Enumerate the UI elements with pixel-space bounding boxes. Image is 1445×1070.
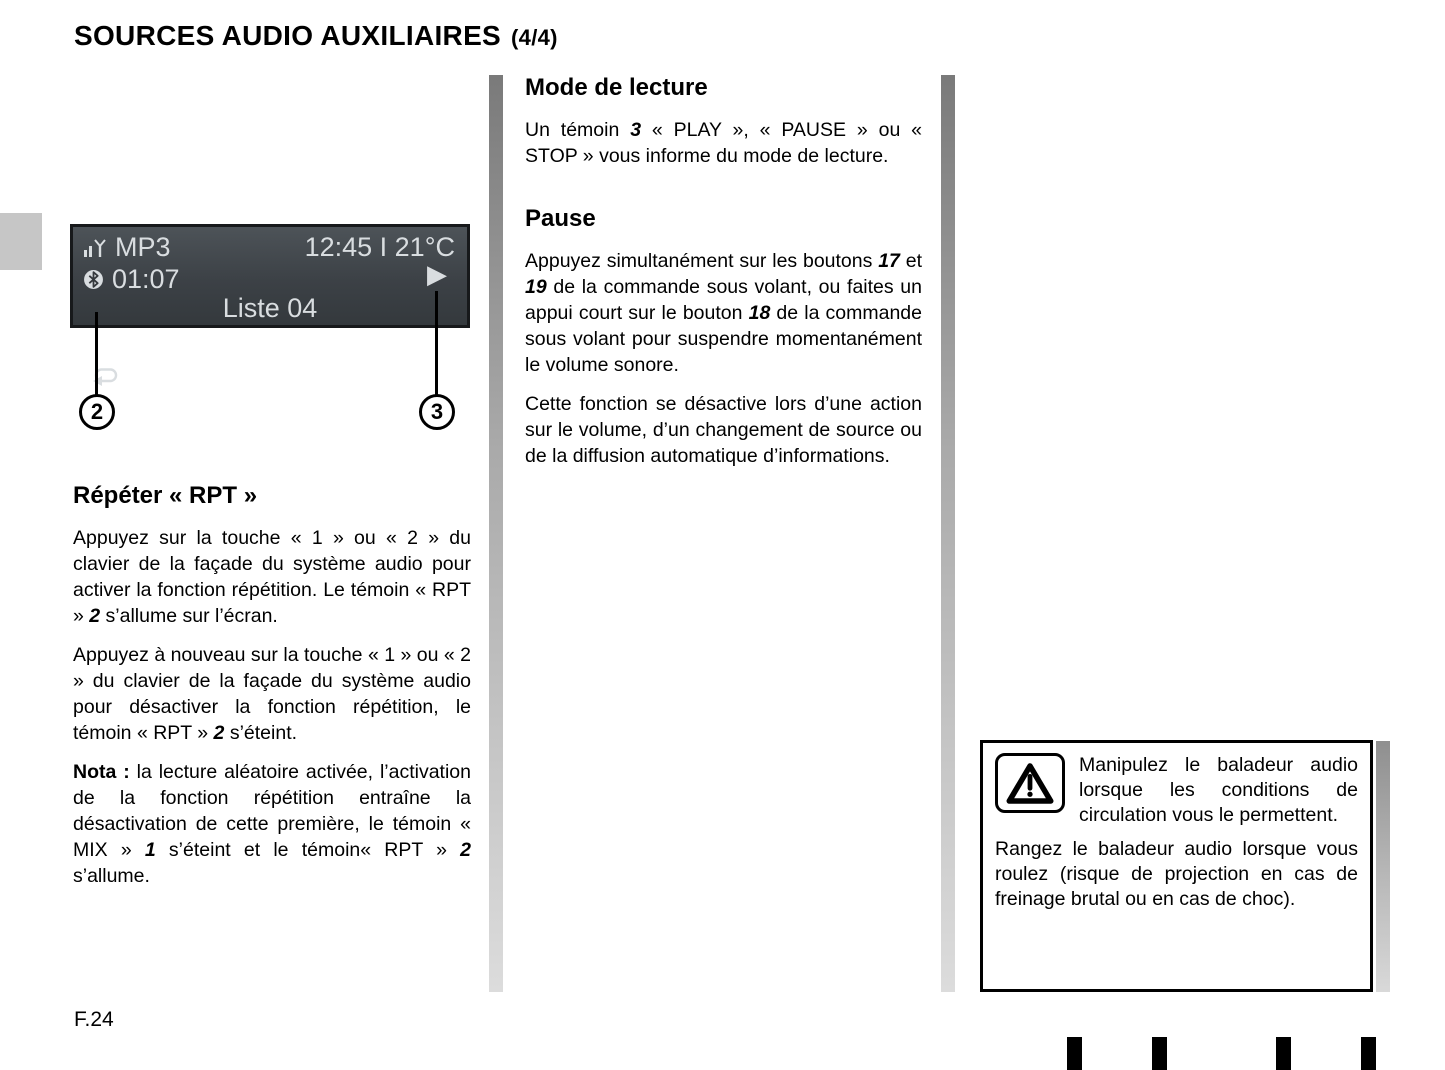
- pause-paragraph-2: Cette fonction se désactive lors d’une action sur le volume, d’un changement de source ou de la diffusion automatique d’informations.: [525, 393, 922, 467]
- display-elapsed-time: 01:07: [112, 264, 180, 294]
- display-row-top: [83, 232, 457, 263]
- display-track-label: Liste 04: [222, 293, 318, 323]
- display-row-bottom: [73, 293, 467, 324]
- registration-mark: [1067, 1037, 1082, 1070]
- column-separator-right: [941, 75, 955, 992]
- display-clock-temp: 12:45 I 21°C: [304, 232, 455, 262]
- warning-paragraph-2: Rangez le baladeur audio lorsque vous roulez (risque de projection en cas de freinage brutal ou en cas de choc).: [995, 838, 1358, 910]
- warning-paragraph-1: Manipulez le baladeur audio lorsque les conditions de circulation vous le permettent.: [1079, 754, 1358, 826]
- column-mode-pause: [525, 74, 922, 482]
- audio-display-screen: [70, 224, 470, 328]
- repeat-paragraph-3: Nota : la lecture aléatoire activée, l’activation de la fonction répétition entraîne la désactivation de cette première, le témoin « MIX » 1 s’éteint et le témoin« RPT » 2 s’allume.: [73, 761, 471, 887]
- callout-2: 2: [79, 394, 115, 430]
- registration-mark: [1152, 1037, 1167, 1070]
- heading-pause: Pause: [525, 205, 596, 232]
- callout-line-3: [435, 291, 438, 396]
- signal-antenna-icon: [83, 237, 107, 258]
- warning-box-side-bar: [1376, 741, 1390, 992]
- page-title-text: SOURCES AUDIO AUXILIAIRES: [74, 20, 502, 51]
- page-title-suffix: (4/4): [511, 25, 558, 50]
- warning-box-header: [995, 753, 1358, 828]
- heading-mode-de-lecture: Mode de lecture: [525, 74, 708, 101]
- page-edge-tab: [0, 213, 42, 270]
- repeat-paragraph-2: Appuyez à nouveau sur la touche « 1 » ou « 2 » du clavier de la façade du système audio pour désactiver la fonction répétition, le témoin « RPT » 2 s’éteint.: [73, 644, 471, 744]
- registration-mark: [1361, 1037, 1376, 1070]
- callout-line-2: [95, 312, 98, 396]
- column-separator-left: [489, 75, 503, 992]
- registration-mark: [1276, 1037, 1291, 1070]
- heading-repeter-rpt: Répéter « RPT »: [73, 482, 258, 509]
- callout-3: 3: [419, 394, 455, 430]
- column-repeat-section: [73, 482, 471, 902]
- pause-paragraph-1: Appuyez simultanément sur les boutons 17 et 19 de la commande sous volant, ou faites un appui court sur le bouton 18 de la commande sous volant pour suspendre momentanément le volume sonore.: [525, 250, 922, 376]
- mode-paragraph-1: Un témoin 3 « PLAY », « PAUSE » ou « STOP » vous informe du mode de lecture.: [525, 119, 922, 167]
- bluetooth-icon: [83, 269, 104, 290]
- display-source-label: MP3: [115, 232, 171, 262]
- play-icon: ▶: [427, 259, 447, 289]
- warning-triangle-icon: [995, 753, 1065, 813]
- warning-box: [980, 740, 1373, 992]
- repeat-paragraph-1: Appuyez sur la touche « 1 » ou « 2 » du clavier de la façade du système audio pour activer la fonction répétition. Le témoin « RPT » 2 s’allume sur l’écran.: [73, 527, 471, 627]
- page-number: F.24: [74, 1008, 114, 1031]
- page-title: [74, 20, 558, 52]
- display-row-middle: [83, 264, 457, 295]
